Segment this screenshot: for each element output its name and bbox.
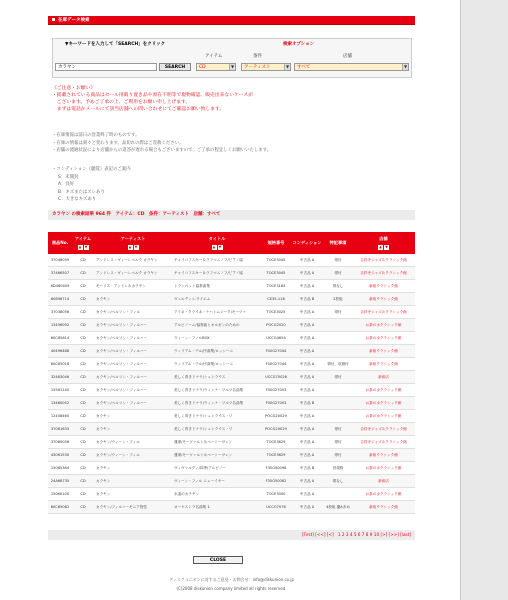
item-select-value: CD [199,65,206,70]
cell-title: 美しく青きドナウ/シュトラウス・ワ [174,427,233,431]
results-table [48,232,415,514]
cell-no: 60C85082 [50,505,70,509]
store-label: 店舗 [343,54,352,59]
cell-store[interactable]: 新宿店 [378,375,389,379]
cell-item: CD [80,440,86,444]
legend-item: A：良好 [58,182,75,187]
cell-note: 帯付 [334,427,342,431]
cell-title: ウィリアム・テル/序曲集/ロッシーニ [174,362,234,366]
sort-asc-icon[interactable]: ▲ [128,245,132,249]
cell-artist: カラヤン [96,427,111,431]
sort-desc-icon[interactable]: ▼ [385,245,388,249]
cell-title: チャイコフスキー＆ラフマニノフ/ピアノ協 [174,271,243,275]
cell-note: 帯付 [334,258,342,262]
cell-cat: TOCE3184 [266,284,286,288]
cell-item: CD [80,362,86,366]
table-row [48,384,415,397]
main-panel [48,0,415,600]
notice-line: ・掲載されている商品はセール用販り置き品や原在不明等で現物確認、販売出来ないケースが [52,93,253,98]
cell-title: ヴェルディ:レクイエム [174,297,211,301]
table-header [48,232,415,254]
cell-no: 37466507 [50,271,70,275]
cell-title: 運命/モーツァルト＆ベートーヴェン [174,453,233,457]
cell-store[interactable]: お茶の水クラシック館 [365,492,402,496]
cell-note: 帯なし [332,479,344,483]
cell-item: CD [80,479,86,483]
cell-store[interactable]: お茶の水クラシック館 [365,466,402,470]
cell-note: 帯付 [334,375,342,379]
cell-note: 4枚組 盤A多め [326,505,350,509]
cell-store[interactable]: 吉祥寺ジャズ＆クラシック館 [360,271,407,275]
cell-cat: TOCE3629 [266,440,286,444]
cell-no: 32483046 [50,375,70,379]
cell-title: ヴィヴァルディ/四季/アルビノー [174,466,226,470]
cell-artist: アンドレス・ヴィーレベルク カラヤン [96,271,158,275]
chevron-down-icon: ▼ [230,64,235,69]
cell-note: 帯付、収納付 [327,362,349,366]
notice-line: ございます。予めご了承の上、ご利用をお願い申し上げます。 [52,100,191,105]
table-row [48,475,415,488]
cell-artist: カラヤン [96,414,111,418]
cell-cond: 中古品 B [299,466,315,470]
cell-title: ヴィーン・フィル ニューイヤー [174,479,225,483]
cell-store[interactable]: 吉祥寺ジャズ＆クラシック館 [360,310,407,314]
cell-cat: UCCG70026 [265,375,287,379]
cell-cat: F00G27044 [265,349,287,353]
cell-note [324,410,352,423]
cell-cond: 中古品 A [299,427,315,431]
cell-note [324,384,352,397]
cell-item: CD [80,401,86,405]
cell-title: アルビノーニ/協奏曲とオルガンのための [174,323,240,327]
cell-cond: 中古品 A [299,310,315,314]
legend-item: S：未開封 [58,174,79,180]
header-no: 商品No. [51,240,69,245]
cell-cond: 中古品 A [299,492,315,496]
cell-artist: カラヤン/ベルリン・フィルハー [96,323,147,327]
cell-artist: カラヤン/ベルリン・フィルハー [96,401,147,405]
table-row [48,332,415,345]
cell-artist: カラヤン/ウィーン・フィル [96,453,140,457]
cell-cond: 中古品 B [299,401,315,405]
info-line: ・店舗の流通状況により店舗からの返答が遅れる場合もございますので、ご了承の程宜しくお願いいたします。 [52,148,272,153]
cell-item: CD [80,271,86,275]
cell-store[interactable]: 新宿クラシック館 [369,284,398,288]
header-condition: コンディション [292,240,322,245]
cell-cat: TOCE3045 [266,258,286,262]
table-row [48,449,415,462]
cell-cond: 中古品 A [299,362,315,366]
close-button[interactable]: CLOSE [193,556,243,564]
cell-store[interactable]: お茶の水クラシック館 [365,414,402,418]
table-row [48,280,415,293]
cell-no: 37048059 [50,258,70,262]
cell-note: 帯付 [334,310,342,314]
cell-cond: 中古品 A [299,388,315,392]
cell-artist: カラヤン/ベルリン・フィルハー [96,388,147,392]
cell-no: 6D460409 [50,284,70,288]
cell-item: CD [80,258,86,262]
contact-text: ディスクユニオンに対するご意見・お問合せ：info@diskunion.co.jp [169,577,294,582]
cell-store[interactable]: 吉祥寺ジャズ＆クラシック館 [360,440,407,444]
cell-artist: カラヤン [96,466,111,470]
info-block [52,132,402,155]
cell-no: 37080056 [50,440,70,444]
cell-artist: カラヤン/フィルハーモニア管弦 [96,505,147,509]
sort-asc-icon[interactable]: ▲ [379,245,382,249]
cell-cat: F00G27003 [265,388,287,392]
cell-note: 旧規格 [332,466,344,470]
condition-select[interactable] [241,63,291,71]
cell-title: ウィリアム・テル/序曲集/ロッシーニ [174,349,234,353]
cell-cond: 中古品 A [299,323,315,327]
cell-item: CD [80,375,86,379]
square-icon [52,18,55,21]
cell-note: 帯付 [334,271,342,275]
cell-no: 15085384 [50,466,70,470]
condition-select-value: アーティスト [244,65,271,70]
cell-store[interactable]: 新宿クラシック館 [369,453,398,457]
cell-no: 43061530 [50,453,70,457]
cell-cond: 中古品 A [299,336,315,340]
cell-item: CD [80,466,86,470]
page-titlebar [48,16,415,25]
cell-artist: アンドレス・ヴィーレベルク カラヤン [96,258,158,262]
store-select-value: すべて [297,65,311,70]
cell-store[interactable]: お茶の水クラシック館 [365,388,402,392]
cell-cond: 中古品 A [299,375,315,379]
cell-item: CD [80,336,86,340]
cell-artist: カラヤン/ベルリン・フィルハー [96,375,147,379]
cell-no: 13460052 [50,401,70,405]
table-row [48,345,415,358]
header-special: 特記事項 [329,240,347,245]
cell-cond: 中古品 A [299,505,315,509]
cell-note [324,397,352,410]
cell-item: CD [80,297,86,301]
table-row [48,306,415,319]
cell-title: ウィーン・フィルBOX [174,336,210,340]
cell-cond: 中古品 A [299,440,315,444]
cell-item: CD [80,284,86,288]
table-row [48,423,415,436]
header-store: 店舗 ▲ ▼ [379,236,388,249]
right-margin-panel [460,0,508,600]
store-select[interactable] [294,63,409,71]
page-title: 在庫データ検索 [58,18,90,23]
cell-store[interactable]: 新宿クラシック館 [369,349,398,353]
keyword-heading: ▼キーワードを入力して「SEARCH」をクリック [65,42,166,47]
legend-item: B：キズまたはスレあり [58,189,105,195]
cell-store[interactable]: お茶の水クラシック館 [365,323,402,327]
cell-cat: TOCE3000 [266,492,286,496]
condition-label: 条件 [253,54,262,59]
table-row [48,358,415,371]
cell-store[interactable]: 新宿店 [378,479,389,483]
search-panel [52,38,412,78]
cell-no: 24A68735 [50,479,70,483]
cell-title: 美しく青きドナウ/ウィンナ・ワルツ名曲集 [174,401,244,405]
cell-artist: カラヤン/ベルリン・フィルハー [96,336,147,340]
cell-no: 37038056 [50,310,70,314]
sort-desc-icon[interactable]: ▼ [84,245,88,249]
cell-title: 美しく青きドナウ/シュトラウス・ワ [174,414,233,418]
result-summary: カラヤン の検索結果 964 件 アイテム：CD 条件：アーティスト 店舗：すべて [48,210,415,220]
table-row [48,436,415,449]
cell-cat: TOCE3045 [266,271,286,275]
cell-store[interactable]: 新宿クラシック館 [369,297,398,301]
cell-artist: カラヤン [96,297,111,301]
cell-cat: TOCE3629 [266,453,286,457]
keyword-input[interactable]: カラヤン [55,63,157,71]
sort-desc-icon[interactable]: ▼ [134,245,138,249]
condition-legend [52,166,252,204]
table-row [48,254,415,267]
cell-artist: カラヤン [96,492,111,496]
cell-title: 運命/モーツァルト＆ベートーヴェン [174,440,233,444]
cell-cat: UCCG7076 [266,505,286,509]
cell-note: 帯付 [334,453,342,457]
cell-title: アイネ・クライネ・ナハトムジーク/モーツァ [174,310,246,314]
cell-title: チャイコフスキー＆ラフマニノフ/ピアノ協 [174,258,243,262]
table-row [48,462,415,475]
legend-title: ・コンディション（聴覚）表記のご案内 [52,167,131,172]
cell-no: 15060100 [50,492,70,496]
cell-store[interactable]: お茶の水クラシック館 [365,401,402,405]
cell-store[interactable]: 吉祥寺ジャズ＆クラシック館 [360,427,407,431]
cell-cat: POCG20029 [265,427,287,431]
search-button[interactable]: SEARCH [159,63,191,71]
chevron-down-icon: ▼ [403,64,408,69]
copyright-text: (C)2008 diskunion company limited all rights reserved. [176,586,287,591]
cell-note: 帯なし [332,284,344,288]
cell-cond: 中古品 A [299,349,315,353]
header-catalog: 規格番号 [267,240,285,245]
cell-note: 帯付 [334,440,342,444]
cell-item: CD [80,427,86,431]
cell-no: 60698714 [50,297,70,301]
cell-store[interactable]: 吉祥寺ジャズ＆クラシック館 [360,258,407,262]
cell-title: オーケストラ名曲集 1 [174,505,210,509]
legend-item: C：大きなキズあり [58,197,97,202]
table-row [48,267,415,280]
cell-note [324,345,352,358]
cell-note [324,319,352,332]
info-line: ・在庫情報は前日の営業終了時のものです。 [52,133,140,138]
cell-no: 60C85614 [50,336,70,340]
cell-artist: カラヤン/ウィーン・フィル [96,440,140,444]
cell-cat: F00G27003 [265,401,287,405]
cell-item: CD [80,310,86,314]
table-row [48,410,415,423]
table-row [48,319,415,332]
cell-store[interactable]: 新宿クラシック館 [369,505,398,509]
cell-no: 15581140 [50,388,70,392]
cell-cat: UCCG4654 [266,336,286,340]
cell-no: 37081633 [50,427,70,431]
cell-title: 美しく青きドナウ/シュトラウス [174,375,226,379]
cell-item: CD [80,414,86,418]
header-artist: アーティスト ▲ ▼ [120,236,146,249]
cell-note [324,332,352,345]
cell-cond: 中古品 A [299,414,315,418]
sort-asc-icon[interactable]: ▲ [78,245,82,249]
notice-line: まずは電話かメールにて該当店舗への問い合わせにてご確認お願い致します。 [52,107,225,112]
table-row [48,488,415,501]
notice-title: 《ご注意・お願い》 [52,86,96,91]
cell-cat: F35G50098 [265,466,287,470]
item-select[interactable] [196,63,236,71]
table-row [48,293,415,306]
cell-item: CD [80,388,86,392]
cell-no: 40496488 [50,349,70,353]
cell-store[interactable]: お茶の水クラシック館 [365,336,402,340]
table-row [48,501,415,514]
cell-cond: 中古品 A [299,284,315,288]
cell-cond: 中古品 A [299,271,315,275]
cell-artist: カラヤン/ベルリン・フィル [96,310,141,314]
sort-asc-icon[interactable]: ▲ [212,245,216,249]
header-item: アイテム ▲ ▼ [74,236,92,249]
cell-title: 美しく青きドナウ/ウィンナ・ワルツ名曲集 [174,388,244,392]
cell-cat: POCG2020 [266,323,286,327]
cell-title: 永遠のカラヤン [174,492,200,496]
cell-cat: TOCE3025 [266,310,286,314]
cell-store[interactable]: 新宿クラシック館 [369,362,398,366]
cell-cat: CE35-116 [267,297,285,301]
cell-title: トランペット協奏曲集 [174,284,210,288]
sort-desc-icon[interactable]: ▼ [218,245,222,249]
table-body [48,254,415,514]
cell-cond: 中古品 A [299,453,315,457]
cell-item: CD [80,323,86,327]
cell-artist: カラヤン/ベルリン・フィルハー [96,349,147,353]
item-label: アイテム [205,54,223,59]
cell-cond: 中古品 B [299,297,315,301]
pagination[interactable]: [First] [<<] [<] 1 2 3 4 5 6 7 8 9 10 [>] [>>] [last] [48,530,415,540]
cell-note: 2枚組 [333,297,343,301]
cell-no: 12458460 [50,414,70,418]
cell-artist: モーリス・アンドレ＆カラヤン [96,284,146,288]
table-row [48,397,415,410]
cell-no: 13456092 [50,323,70,327]
cell-note [324,488,352,501]
cell-cond: 中古品 A [299,258,315,262]
cell-artist: カラヤン/ベルリン・フィルハー [96,362,147,366]
header-title: タイトル ▲ ▼ [208,236,226,249]
table-row [48,371,415,384]
cell-item: CD [80,453,86,457]
cell-artist: カラヤン [96,479,111,483]
notice-block [52,85,402,113]
info-line: ・在庫の情報は刻々と変わります。品切れの際はご容赦ください。 [52,140,184,146]
cell-item: CD [80,505,86,509]
cell-item: CD [80,349,86,353]
options-heading: 検索オプション [283,42,315,47]
cell-no: 60C85018 [50,362,70,366]
cell-cat: F00G27044 [265,362,287,366]
cell-item: CD [80,492,86,496]
cell-cat: F35G50082 [265,479,287,483]
cell-cond: 中古品 A [299,479,315,483]
cell-cat: POCG20029 [265,414,287,418]
chevron-down-icon: ▼ [285,64,290,69]
